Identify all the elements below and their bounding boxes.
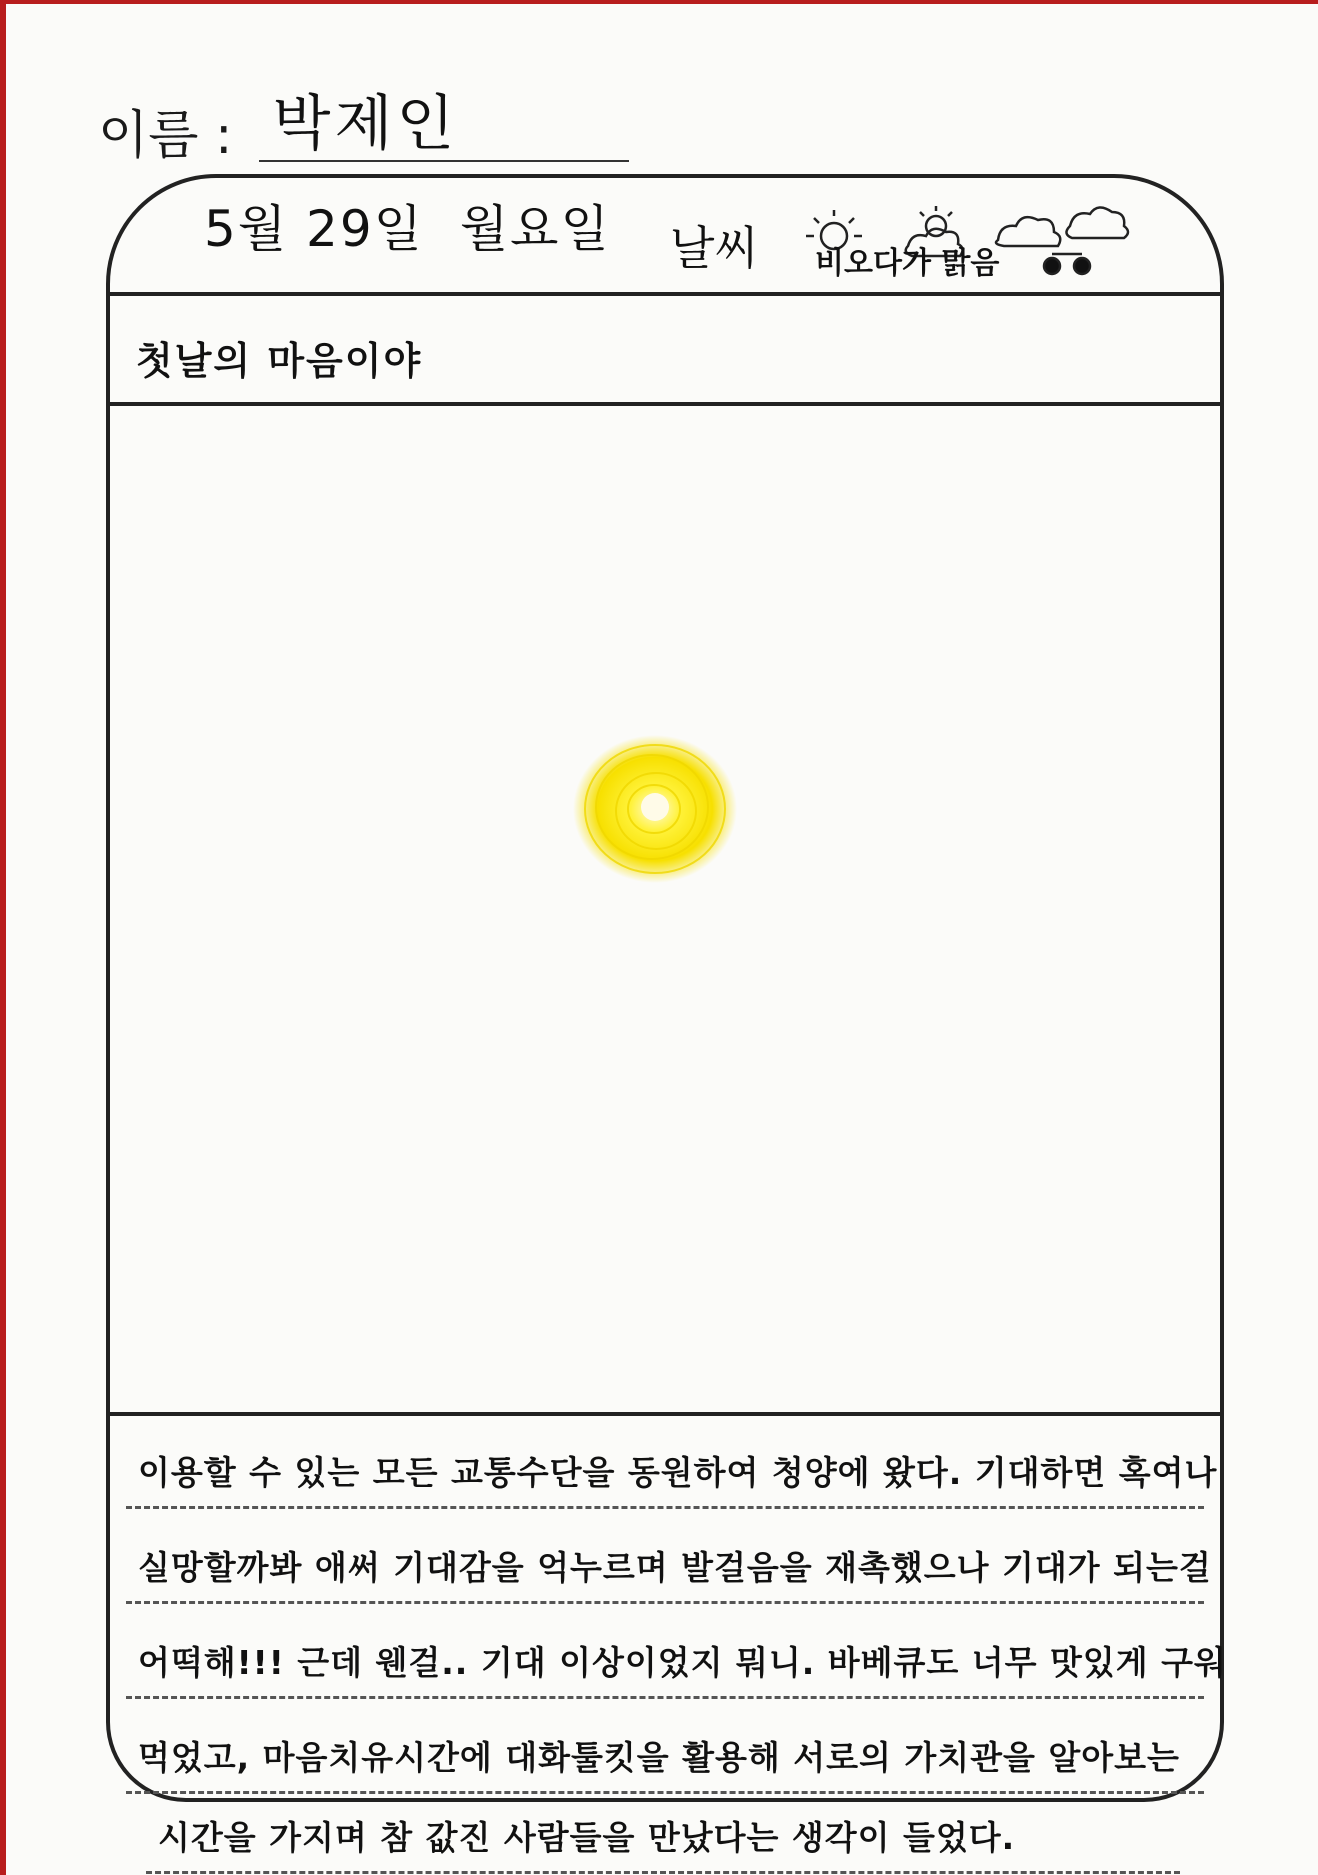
title-row <box>110 296 1220 406</box>
cloud-icon <box>996 217 1060 246</box>
weekday: 월요일 <box>459 200 611 258</box>
text-line-content: 실망할까봐 애써 기대감을 억누르며 발걸음을 재촉했으나 기대가 되는걸 <box>138 1548 1212 1587</box>
text-line-content: 시간을 가지며 참 값진 사람들을 만났다는 생각이 들었다. <box>158 1818 1016 1857</box>
text-line-content: 이용할 수 있는 모든 교통수단을 동원하여 청양에 왔다. 기대하면 혹여나 <box>138 1453 1218 1492</box>
text-line-content: 먹었고, 마음치유시간에 대화툴킷을 활용해 서로의 가치관을 알아보는 <box>138 1738 1180 1777</box>
name-field <box>259 88 629 162</box>
diary-page <box>6 4 1318 1875</box>
drawing-area <box>110 406 1220 1416</box>
name-value: 박제인 <box>272 89 459 159</box>
name-row <box>98 82 629 166</box>
text-line <box>126 1416 1218 1509</box>
diary-text-area <box>110 1416 1227 1857</box>
month-day: 5월 29일 <box>204 200 424 258</box>
date-weather-row <box>110 178 1220 296</box>
text-line <box>126 1511 1212 1604</box>
text-line <box>146 1781 1180 1874</box>
diary-frame <box>106 174 1227 1857</box>
weather-label: 날씨 <box>670 221 759 275</box>
diary-title: 첫날의 마음이야 <box>136 339 423 383</box>
name-label: 이름 : <box>98 106 233 166</box>
weather-value: 비오다가 맑음 <box>815 246 1000 281</box>
rain-cloud-icon <box>1044 207 1128 274</box>
yellow-sun-drawing <box>570 731 740 891</box>
text-line <box>126 1606 1227 1699</box>
date <box>204 200 629 258</box>
text-line-content: 어떡해!!! 근데 웬걸.. 기대 이상이었지 뭐니. 바베큐도 너무 맛있게 구워 <box>138 1643 1227 1682</box>
